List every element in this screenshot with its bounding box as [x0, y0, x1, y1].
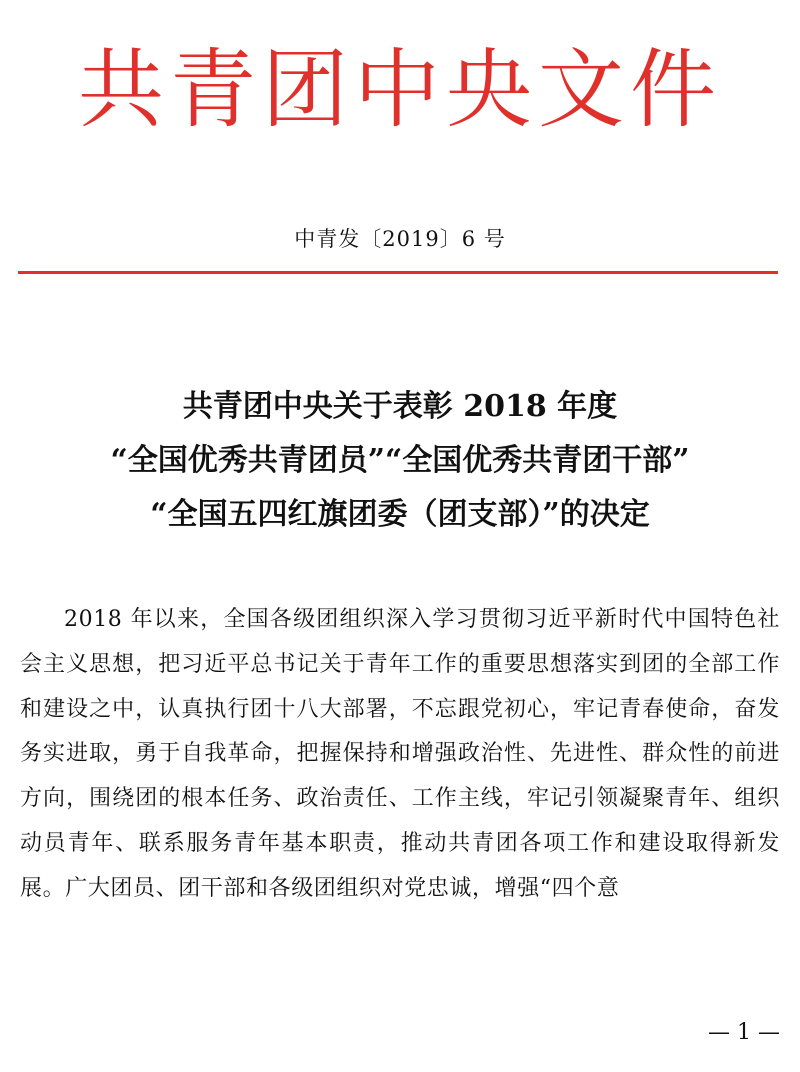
title-line-1: 共青团中央关于表彰 2018 年度 — [182, 389, 618, 424]
red-divider-line — [18, 271, 778, 274]
document-number: 中青发〔2019〕6 号 — [294, 227, 506, 251]
document-masthead: 共青团中央文件 — [78, 40, 722, 140]
title-line-2: “全国优秀共青团员”“全国优秀共青团干部” — [110, 443, 690, 478]
title-line-3: “全国五四红旗团委（团支部）”的决定 — [150, 497, 650, 532]
document-title — [0, 380, 800, 542]
body-paragraph: 2018 年以来，全国各级团组织深入学习贯彻习近平新时代中国特色社会主义思想，把习近平总书记关于青年工作的重要思想落实到团的全部工作和建设之中，认真执行团十八大部署，不忘跟党初心，牢记青春使命，奋发务实进取，勇于自我革命，把握保持和增强政治性、先进性、群众性的前进方向，围绕团的根本任务、政治责任、工作主线，牢记引领凝聚青年、组织动员青年、联系服务青年基本职责，推动共青团各项工作和建设取得新发展。广大团员、团干部和各级团组织对党忠诚，增强“四个意 — [20, 607, 780, 901]
page-number: — 1 — — [708, 1020, 780, 1045]
